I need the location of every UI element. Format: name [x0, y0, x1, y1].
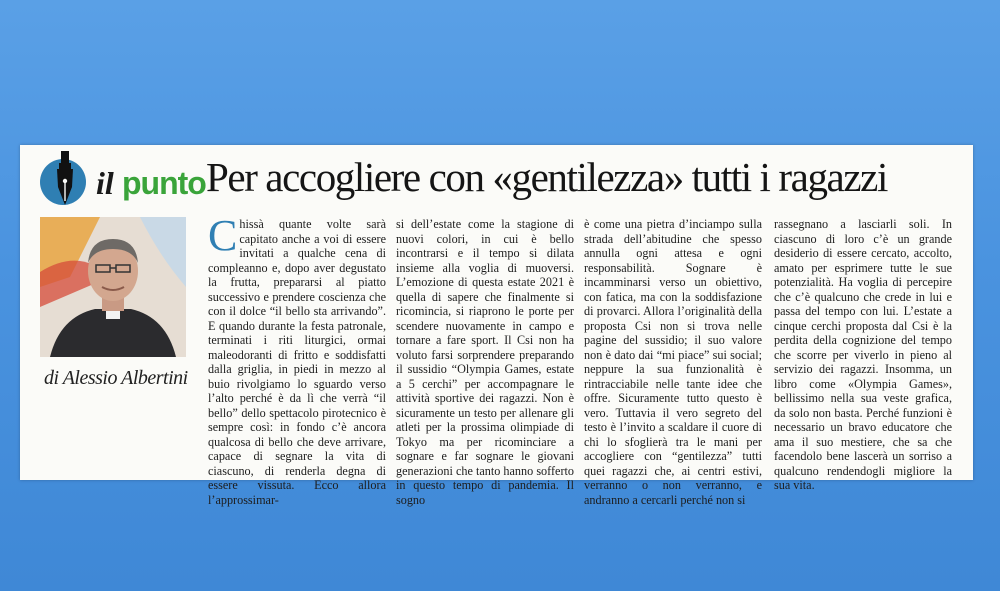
- author-portrait-image: [40, 217, 186, 357]
- il-punto-logo: [40, 151, 206, 211]
- logo-il-text: il: [96, 165, 114, 201]
- article-column-4: [774, 217, 952, 492]
- column-3-text: è come una pietra d’inciampo sulla strada dell’abitudine che spesso annulla ogni attesa e ogni responsabilità. Sognare è incamminarsi verso un obiettivo, con fatica, ma con la soddisfazione di provarci. Allora l’originalità della proposta Csi non si trova nelle pagine del sussidio; il suo valore non è dato dai “mi piace” sui social; neppure la sua funzionalità è rintracciabile nelle tante idee che offre. Sicuramente tutto questo è vero. Tuttavia il vero segreto del testo è l’invito a scaldare il cuore di chi lo sfoglierà tra le mani per accogliere con “gentilezza” tutti quei ragazzi che, ai centri estivi, verranno o non verranno, e andranno a cercarli perché non si: [584, 217, 762, 507]
- column-1-text: hissà quante volte sarà capitato anche a voi di essere invitati a qualche cena di compleanno e, dopo aver degustato la frutta, prepararsi al piatto successivo e prendere coscienza che con il dolce “il bello sta arrivando”. E quando durante la festa patronale, terminati i riti liturgici, ormai maleodoranti di fritto e soddisfatti dalla griglia, in piedi in mezzo al buio rivolgiamo lo sguardo verso l’alto perché è da lì che verrà “il bello” dello spettacolo pirotecnico è sempre così: in fondo c’è ancora qualcosa di bello che deve arrivare, capace di segnare la vita di ciascuno, di renderla degna di essere vissuta. Ecco allora l’approssimar-: [208, 217, 386, 507]
- article-column-3: [584, 217, 762, 507]
- author-photo: [40, 217, 186, 357]
- newspaper-clipping: [20, 145, 973, 507]
- author-byline: di Alessio Albertini: [44, 367, 188, 389]
- logo-punto-text: punto: [122, 165, 206, 201]
- fountain-pen-icon: [50, 151, 80, 207]
- article-headline: Per accogliere con «gentilezza» tutti i ragazzi: [206, 154, 887, 200]
- drop-cap: C: [208, 211, 238, 260]
- article-column-2: [396, 217, 574, 507]
- column-2-text: si dell’estate come la stagione di nuovi colori, in cui è bello incontrarsi e il tempo si dilata insieme alla voglia di muoversi. L’emozione di questa estate 2021 è quella di sapere che finalmente si ricomincia, si riaprono le porte per scendere nuovamente in campo e tornare a fare sport. Il Csi non ha voluto farsi sorprendere preparando il sussidio “Olympia Games, estate a 5 cerchi” per accompagnare le attività sportive dei ragazzi. Non è sicuramente un testo per allenare gli atleti per la prossima olimpiade di Tokyo ma per ricominciare a sognare e far sognare le giovani generazioni che tanto hanno sofferto in questo tempo di pandemia. Il sogno: [396, 217, 574, 507]
- column-4-text: rassegnano a lasciarli soli. In ciascuno di loro c’è un grande desiderio di essere cercato, accolto, amato per esprimere tutte le sue potenzialità. Ha voglia di percepire che c’è qualcuno che crede in lui e passa del tempo con lui. L’estate a cinque cerchi proposta dal Csi è la perdita della cognizione del tempo che scorre per viverlo in pieno al servizio dei ragazzi. Insomma, un libro come «Olympia Games», bellissimo nella sua veste grafica, da solo non basta. Perché funzioni è necessario un bravo educatore che ama il suo mestiere, che sa che facendolo bene lascerà un sorriso a qualcuno rendendogli migliore la sua vita.: [774, 217, 952, 492]
- article-column-1: [208, 211, 386, 507]
